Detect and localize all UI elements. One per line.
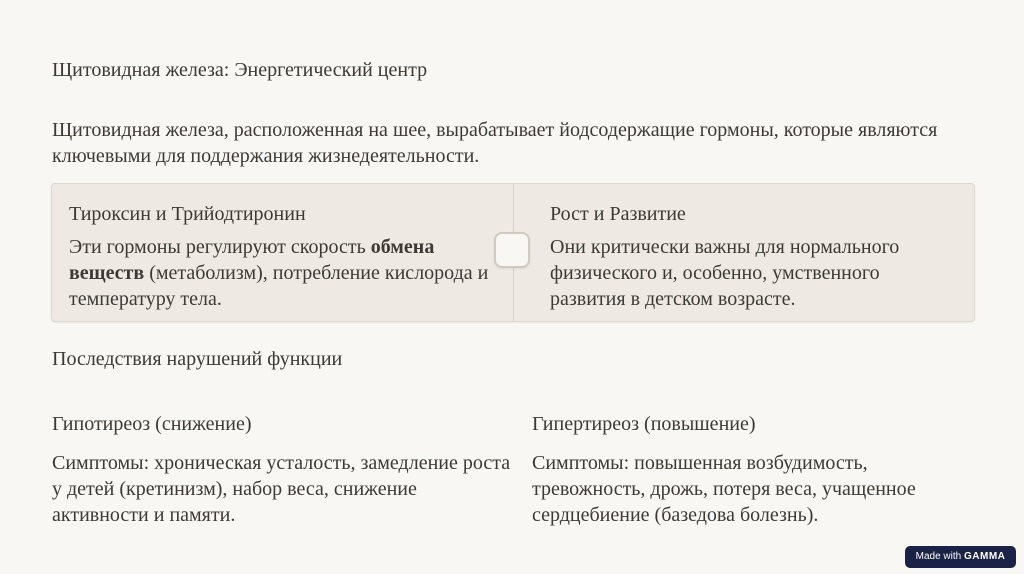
hormones-card: [51, 183, 975, 322]
card-joiner-icon: [494, 232, 530, 268]
card-left-text: [69, 234, 489, 312]
hyperthyroidism-heading: Гипертиреоз (повышение): [532, 413, 756, 435]
card-left-text-start: Эти гормоны регулируют скорость: [69, 236, 371, 258]
consequences-title: Последствия нарушений функции: [52, 348, 343, 370]
card-left-heading: Тироксин и Трийодтиронин: [69, 203, 306, 225]
made-with-gamma-badge[interactable]: [905, 546, 1016, 568]
hypothyroidism-text: Симптомы: хроническая усталость, замедление роста у детей (кретинизм), набор веса, снижение активности и памяти.: [52, 452, 511, 526]
badge-prefix: Made with: [915, 551, 962, 562]
card-right-column: [550, 200, 950, 312]
card-right-text: Они критически важны для нормального физического и, особенно, умственного развития в детском возрасте.: [550, 236, 900, 310]
card-right-heading: Рост и Развитие: [550, 203, 686, 225]
card-left-text-end: (метаболизм), потребление кислорода и температуру тела.: [69, 262, 489, 310]
hypothyroidism-column: [52, 410, 512, 528]
slide-title: Щитовидная железа: Энергетический центр: [52, 59, 428, 81]
intro-paragraph: Щитовидная железа, расположенная на шее, вырабатывает йодсодержащие гормоны, которые являются ключевыми для поддержания жизнедеятельности.: [52, 119, 938, 167]
hyperthyroidism-text: Симптомы: повышенная возбудимость, тревожность, дрожь, потеря веса, учащенное сердцебиение (базедова болезнь).: [532, 452, 916, 526]
hypothyroidism-heading: Гипотиреоз (снижение): [52, 413, 252, 435]
hyperthyroidism-column: [532, 410, 972, 528]
card-left-text-bold: обмена веществ: [69, 236, 435, 284]
card-left-column: [69, 200, 489, 312]
badge-brand: GAMMA: [963, 551, 1006, 562]
